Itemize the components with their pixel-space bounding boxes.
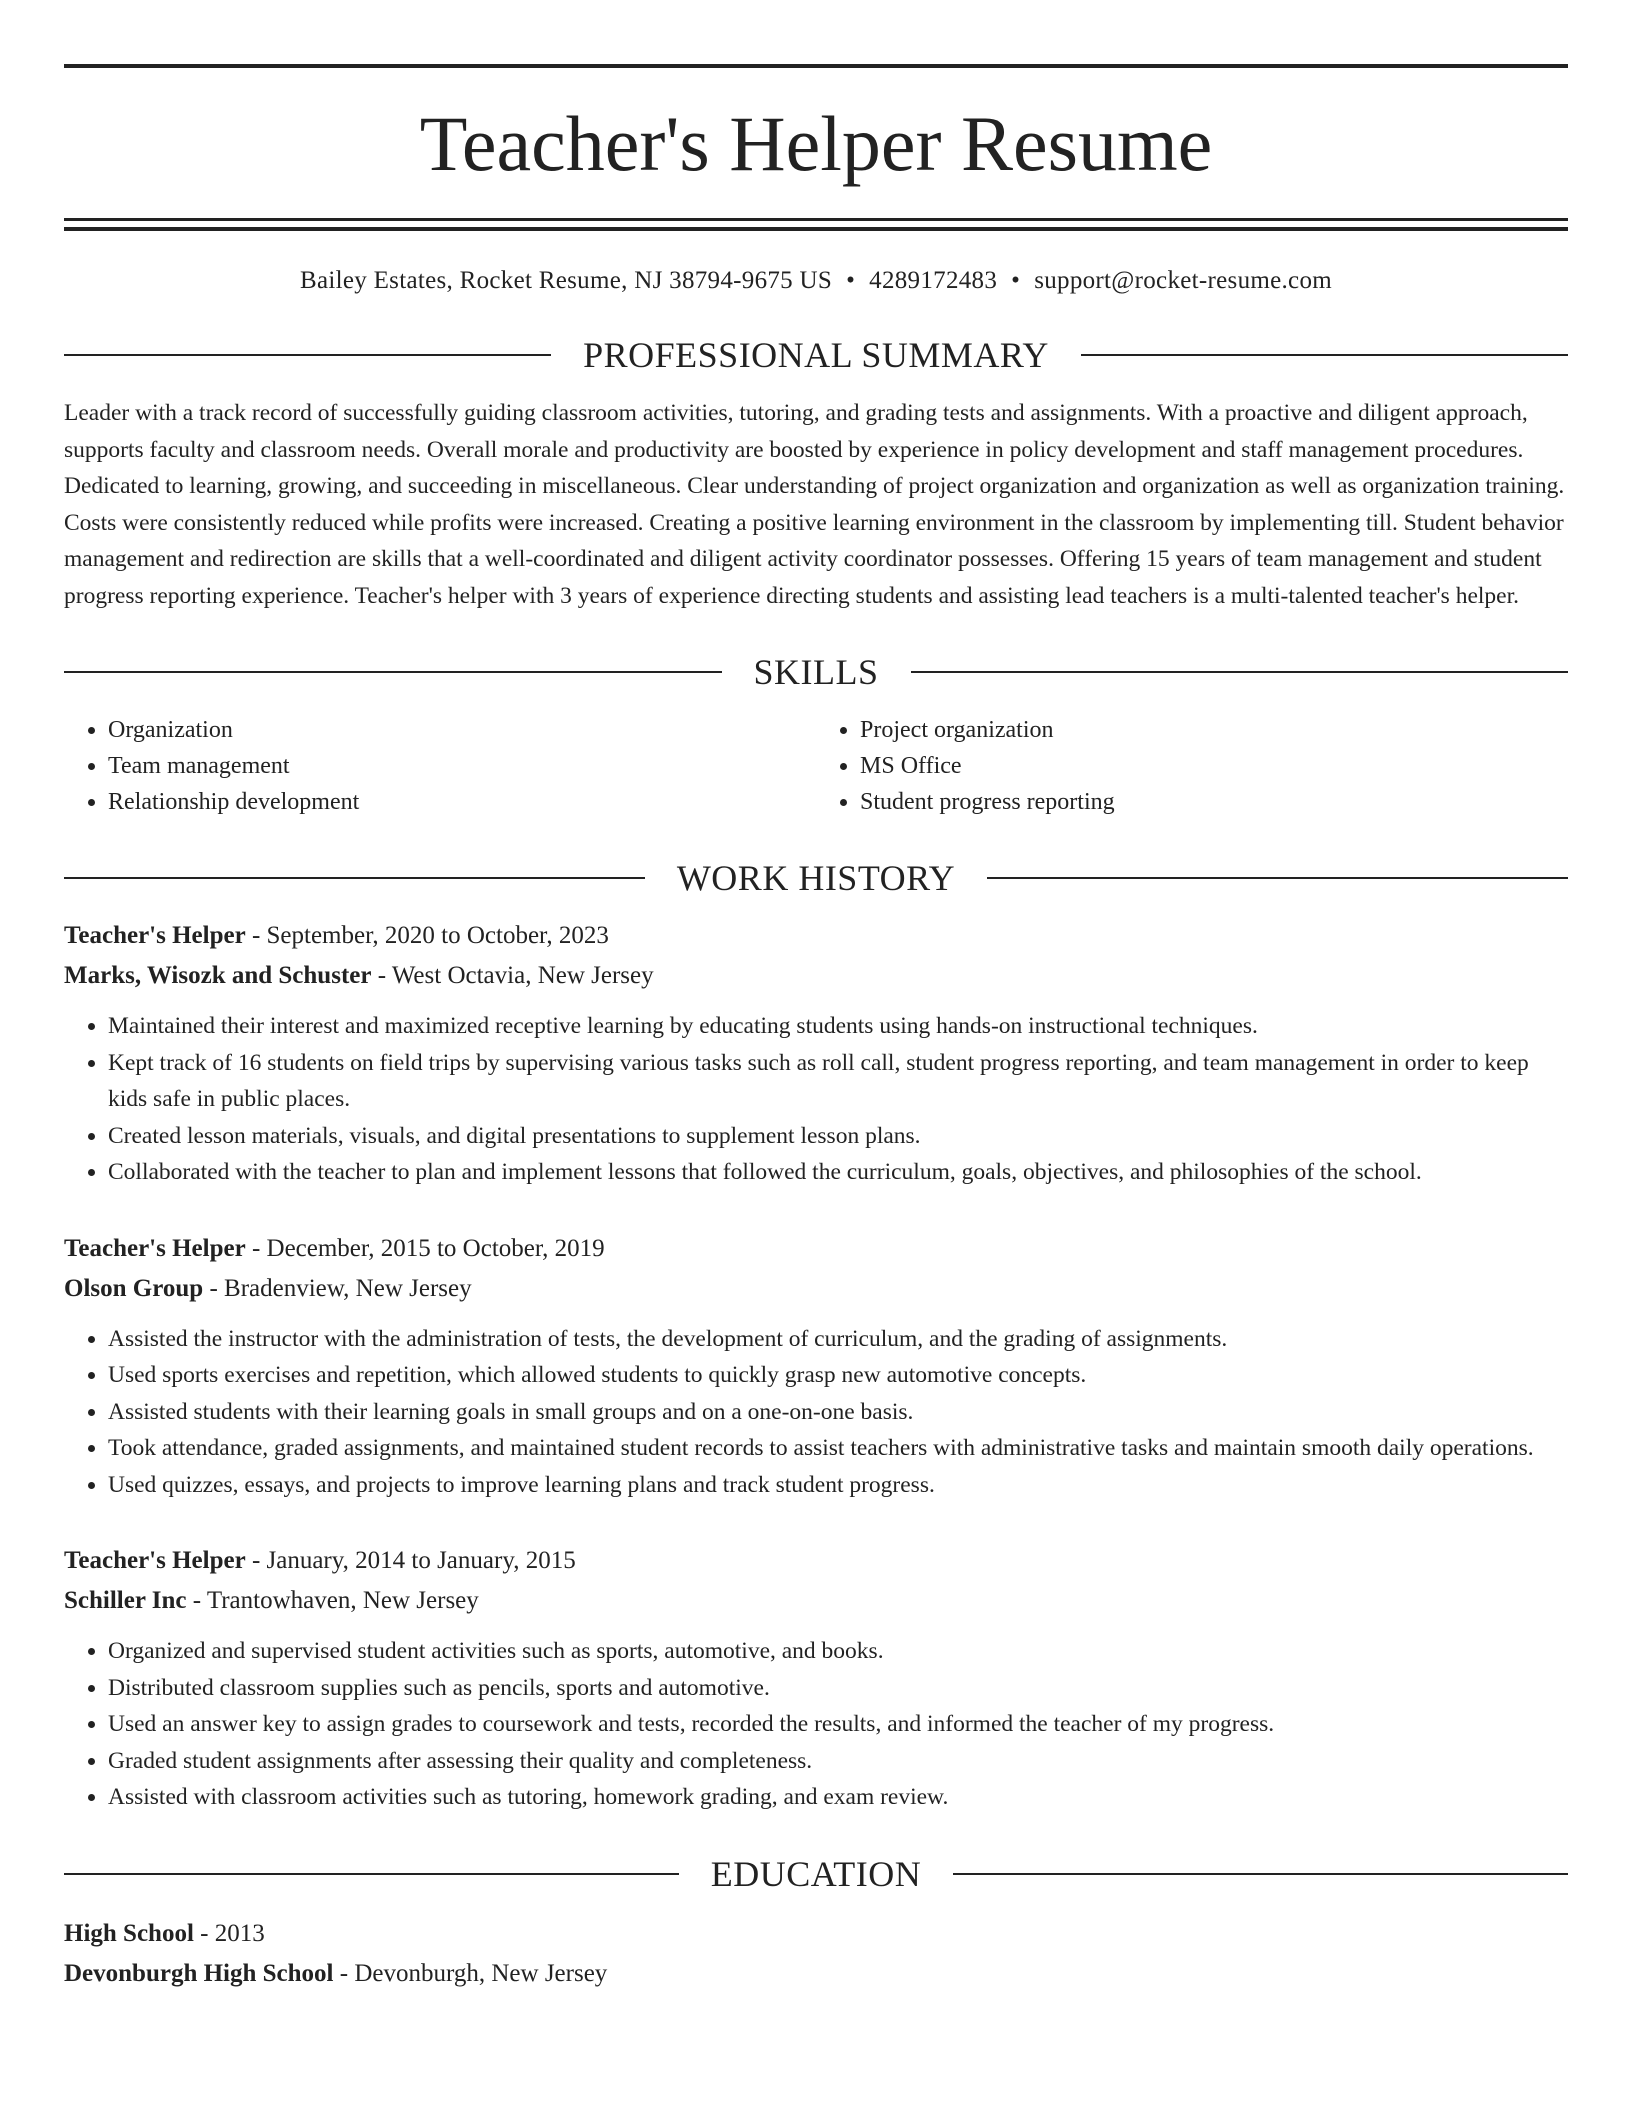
skills-column-right bbox=[816, 712, 1568, 820]
contact-phone: 4289172483 bbox=[869, 267, 998, 294]
contact-address: Bailey Estates, Rocket Resume, NJ 38794-9675 US bbox=[299, 267, 833, 294]
job-bullet: • Took attendance, graded assignments, and maintained student records to assist teachers with administrative tasks and maintain smooth daily operations. bbox=[108, 1430, 1568, 1467]
job-title: Teacher's Helper bbox=[64, 1234, 246, 1262]
education-school: Devonburgh High School bbox=[64, 1959, 334, 1987]
job-bullets bbox=[64, 1633, 1568, 1816]
skill-item: • Student progress reporting bbox=[860, 784, 1568, 820]
job-dates: - January, 2014 to January, 2015 bbox=[245, 1547, 576, 1574]
job-bullet: • Distributed classroom supplies such as pencils, sports and automotive. bbox=[108, 1670, 1568, 1707]
professional-summary: Leader with a track record of successfully guiding classroom activities, tutoring, and grading tests and assignments. With a proactive and diligent approach, supports faculty and classroom needs. Overall morale and productivity are boosted by experience in policy development and staff management procedures. Dedicated to learning, growing, and succeeding in miscellaneous. Clear understanding of project organization and organization as well as organization training. Costs were consistently reduced while profits were increased. Creating a positive learning environment in the classroom by implementing till. Student behavior management and redirection are skills that a well-coordinated and diligent activity coordinator possesses. Offering 15 years of team management and student progress reporting experience. Teacher's helper with 3 years of experience directing students and assisting lead teachers is a multi-talented teacher's helper. bbox=[64, 400, 1565, 609]
job-bullet: • Used sports exercises and repetition, which allowed students to quickly grasp new automotive concepts. bbox=[108, 1357, 1568, 1394]
education-year: - 2013 bbox=[193, 1919, 265, 1947]
job-location: - West Octavia, New Jersey bbox=[371, 962, 654, 989]
skills-list bbox=[64, 712, 1568, 820]
job-company: Marks, Wisozk and Schuster bbox=[64, 962, 372, 989]
section-heading-summary bbox=[64, 333, 1568, 377]
job-location: - Trantowhaven, New Jersey bbox=[186, 1587, 479, 1614]
job-bullets bbox=[64, 1008, 1568, 1191]
contact-separator: • bbox=[1011, 267, 1021, 294]
job-entry bbox=[64, 1229, 1568, 1504]
job-entry bbox=[64, 916, 1568, 1191]
job-company: Schiller Inc bbox=[64, 1587, 187, 1614]
job-entry bbox=[64, 1541, 1568, 1816]
job-title: Teacher's Helper bbox=[64, 1547, 246, 1574]
section-heading-skills bbox=[64, 650, 1568, 694]
section-heading-work bbox=[64, 856, 1568, 900]
job-bullet: • Used quizzes, essays, and projects to improve learning plans and track student progress. bbox=[108, 1467, 1568, 1504]
job-bullet: • Kept track of 16 students on field trips by supervising various tasks such as roll call, student progress reporting, and team management in order to keep kids safe in public places. bbox=[108, 1045, 1568, 1118]
top-rule bbox=[64, 64, 1568, 68]
job-dates: - September, 2020 to October, 2023 bbox=[245, 922, 609, 949]
job-bullet: • Used an answer key to assign grades to coursework and tests, recorded the results, and informed the teacher of my progress. bbox=[108, 1706, 1568, 1743]
contact-email: support@rocket-resume.com bbox=[1034, 267, 1332, 294]
job-bullets bbox=[64, 1321, 1568, 1504]
job-location: - Bradenview, New Jersey bbox=[203, 1274, 472, 1302]
education-location: - Devonburgh, New Jersey bbox=[333, 1959, 608, 1987]
job-dates: - December, 2015 to October, 2019 bbox=[245, 1234, 605, 1262]
resume-page bbox=[64, 64, 1568, 1994]
job-company: Olson Group bbox=[64, 1274, 204, 1302]
job-title: Teacher's Helper bbox=[64, 922, 246, 949]
section-title: EDUCATION bbox=[710, 1853, 922, 1894]
skills-column-left bbox=[64, 712, 816, 820]
job-bullet: • Assisted students with their learning goals in small groups and on a one-on-one basis. bbox=[108, 1394, 1568, 1431]
resume-title: Teacher's Helper Resume bbox=[419, 100, 1213, 187]
skill-item: • Relationship development bbox=[108, 784, 816, 820]
job-bullet: • Collaborated with the teacher to plan and implement lessons that followed the curriculum, goals, objectives, and philosophies of the school. bbox=[108, 1154, 1568, 1191]
title-double-rule bbox=[64, 218, 1568, 231]
skill-item: • MS Office bbox=[860, 748, 1568, 784]
job-bullet: • Graded student assignments after assessing their quality and completeness. bbox=[108, 1743, 1568, 1780]
job-bullet: • Assisted the instructor with the administration of tests, the development of curriculum, and the grading of assignments. bbox=[108, 1321, 1568, 1358]
contact-line bbox=[64, 265, 1568, 297]
job-bullet: • Assisted with classroom activities such as tutoring, homework grading, and exam review. bbox=[108, 1779, 1568, 1816]
education-entry bbox=[64, 1914, 1568, 1994]
job-bullet: • Maintained their interest and maximized receptive learning by educating students using hands-on instructional techniques. bbox=[108, 1008, 1568, 1045]
skill-item: • Project organization bbox=[860, 712, 1568, 748]
section-title: WORK HISTORY bbox=[676, 858, 956, 898]
education-degree: High School bbox=[64, 1919, 194, 1947]
section-title: PROFESSIONAL SUMMARY bbox=[583, 335, 1049, 375]
skill-item: • Team management bbox=[108, 748, 816, 784]
job-bullet: • Organized and supervised student activities such as sports, automotive, and books. bbox=[108, 1633, 1568, 1670]
contact-separator: • bbox=[846, 267, 856, 294]
skill-item: • Organization bbox=[108, 712, 816, 748]
section-title: SKILLS bbox=[753, 652, 879, 692]
section-heading-education bbox=[64, 1852, 1568, 1896]
job-bullet: • Created lesson materials, visuals, and digital presentations to supplement lesson plans. bbox=[108, 1118, 1568, 1155]
